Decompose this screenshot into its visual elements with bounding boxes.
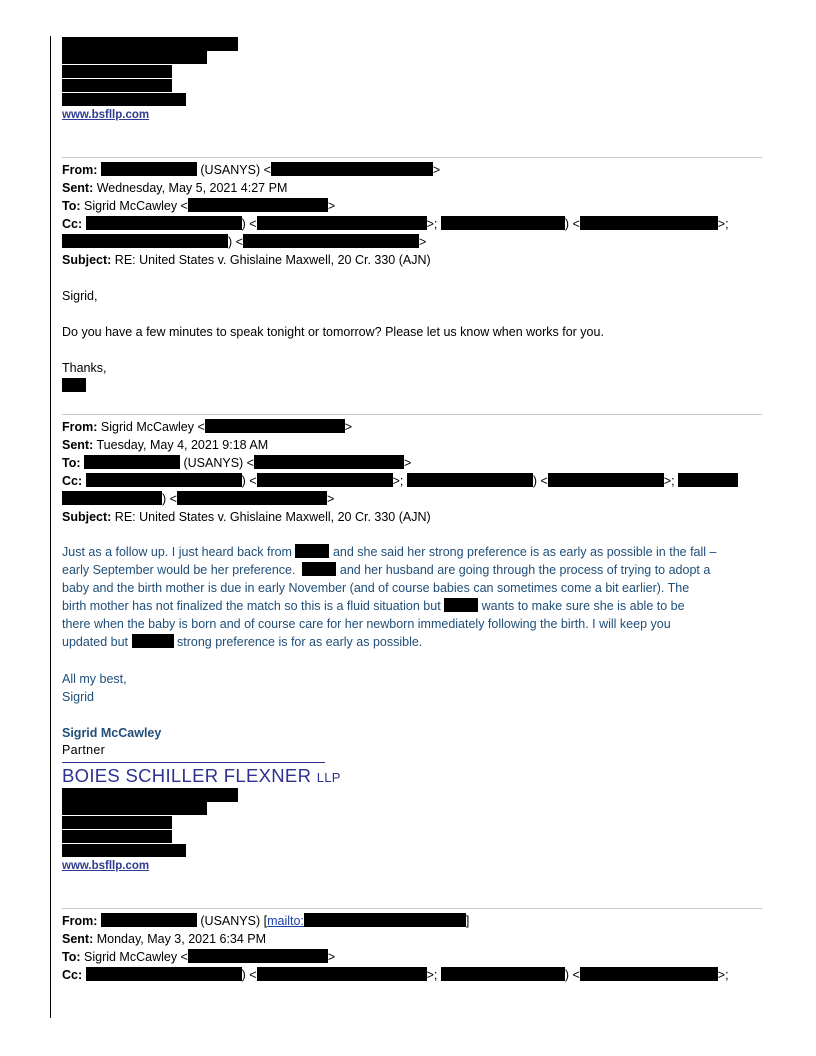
- sent-line: [62, 180, 287, 196]
- angle-close: >: [327, 199, 336, 213]
- redaction-bar: [580, 967, 718, 981]
- sent-label: Sent:: [62, 438, 94, 452]
- subject-value: RE: United States v. Ghislaine Maxwell, 20 Cr. 330 (AJN): [114, 510, 431, 524]
- firm-name: BOIES SCHILLER FLEXNER: [62, 765, 312, 786]
- redaction-bar: [62, 65, 172, 78]
- redaction-bar: [441, 967, 565, 981]
- signoff: Sigrid: [62, 690, 94, 704]
- cc-line-cont: [62, 234, 426, 250]
- redaction-bar: [86, 473, 242, 487]
- subject-label: Subject:: [62, 253, 112, 267]
- redaction-bar: [548, 473, 664, 487]
- redaction-bar: [188, 949, 328, 963]
- cc-label: Cc:: [62, 217, 83, 231]
- cc-separator: ) <: [532, 474, 548, 488]
- cc-label: Cc:: [62, 968, 83, 982]
- email-separator: [62, 414, 762, 415]
- body-text: early September would be her preference.: [62, 563, 296, 577]
- from-line: [62, 419, 352, 435]
- redaction-bar: [86, 967, 242, 981]
- redaction-bar: [257, 473, 393, 487]
- cc-separator: >;: [426, 968, 438, 982]
- body-line: [62, 543, 762, 561]
- cc-separator: >;: [717, 217, 729, 231]
- cc-separator: ) <: [241, 968, 257, 982]
- subject-label: Subject:: [62, 510, 112, 524]
- redaction-bar: [101, 162, 197, 176]
- angle-close: >: [432, 163, 441, 177]
- redaction-bar: [132, 634, 174, 648]
- redaction-bar: [254, 455, 404, 469]
- to-line: [62, 455, 411, 471]
- redaction-bar: [62, 816, 172, 829]
- firm-suffix: LLP: [316, 770, 341, 785]
- from-label: From:: [62, 163, 98, 177]
- cc-separator: ) <: [564, 968, 580, 982]
- angle-close: >: [418, 235, 427, 249]
- subject-value: RE: United States v. Ghislaine Maxwell, 20 Cr. 330 (AJN): [114, 253, 431, 267]
- redaction-bar: [205, 419, 345, 433]
- website-link[interactable]: www.bsfllp.com: [62, 860, 150, 872]
- from-org: (USANYS) [: [200, 914, 268, 928]
- sent-line: [62, 437, 268, 453]
- mailto-link[interactable]: [267, 914, 466, 928]
- cc-line: [62, 216, 729, 232]
- firm-logo: [62, 765, 341, 787]
- subject-line: [62, 252, 431, 268]
- body-text: and her husband are going through the process of trying to adopt a: [339, 563, 711, 577]
- cc-separator: ) <: [228, 235, 243, 249]
- body-text: and she said her strong preference is as early as possible in the fall –: [332, 545, 717, 559]
- cc-separator: >;: [392, 474, 404, 488]
- email-body: [62, 543, 762, 651]
- redaction-bar: [271, 162, 433, 176]
- body-text: strong preference is for as early as possible.: [177, 635, 423, 649]
- mailto-label: mailto:: [267, 914, 304, 928]
- redaction-bar: [62, 830, 172, 843]
- angle-close: >: [326, 492, 335, 506]
- sent-value: Tuesday, May 4, 2021 9:18 AM: [96, 438, 269, 452]
- redaction-bar: [304, 913, 466, 927]
- redaction-bar: [101, 913, 197, 927]
- redaction-bar: [62, 378, 86, 392]
- from-line: [62, 913, 469, 929]
- redaction-bar: [407, 473, 533, 487]
- cc-label: Cc:: [62, 474, 83, 488]
- angle-close: >: [327, 950, 336, 964]
- body-text: wants to make sure she is able to be: [481, 599, 685, 613]
- to-value: Sigrid McCawley <: [84, 199, 188, 213]
- from-line: [62, 162, 440, 178]
- body-line: [62, 561, 762, 579]
- body-line: baby and the birth mother is due in early November (and of course babies can sometimes come a bit earlier). The: [62, 581, 690, 595]
- greeting: Sigrid,: [62, 289, 98, 303]
- sent-line: [62, 931, 266, 947]
- body-line: [62, 633, 762, 651]
- sent-label: Sent:: [62, 932, 94, 946]
- redaction-bar: [62, 37, 238, 51]
- redaction-bar: [257, 967, 427, 981]
- to-line: [62, 949, 335, 965]
- redaction-bar: [86, 216, 242, 230]
- email-body: Do you have a few minutes to speak tonight or tomorrow? Please let us know when works for you.: [62, 325, 604, 339]
- to-label: To:: [62, 950, 81, 964]
- from-org: (USANYS) <: [200, 163, 271, 177]
- redaction-bar: [62, 788, 238, 802]
- redaction-bar: [62, 802, 207, 815]
- redaction-bar: [444, 598, 478, 612]
- cc-separator: ) <: [241, 217, 257, 231]
- redaction-bar: [84, 455, 180, 469]
- redaction-bar: [62, 491, 162, 505]
- to-org: (USANYS) <: [183, 456, 254, 470]
- to-value: Sigrid McCawley <: [84, 950, 188, 964]
- cc-separator: ) <: [162, 492, 177, 506]
- bracket-close: ]: [465, 914, 470, 928]
- redaction-bar: [62, 51, 207, 64]
- redaction-bar: [580, 216, 718, 230]
- body-line: there when the baby is born and of course care for her newborn immediately following the birth. I will keep you: [62, 617, 671, 631]
- redaction-bar: [678, 473, 738, 487]
- cc-line: [62, 967, 729, 983]
- cc-separator: ) <: [564, 217, 580, 231]
- logo-rule: [62, 762, 325, 763]
- closing: Thanks,: [62, 361, 107, 375]
- redaction-bar: [62, 234, 228, 248]
- website-link[interactable]: www.bsfllp.com: [62, 109, 150, 121]
- redaction-bar: [188, 198, 328, 212]
- to-line: [62, 198, 335, 214]
- left-margin-rule: [50, 36, 51, 1018]
- cc-line-cont: [62, 491, 334, 507]
- redaction-bar: [257, 216, 427, 230]
- angle-close: >: [404, 456, 412, 470]
- redaction-bar: [62, 844, 186, 857]
- angle-close: >: [344, 420, 353, 434]
- sent-label: Sent:: [62, 181, 94, 195]
- cc-separator: >;: [663, 474, 675, 488]
- body-text: birth mother has not finalized the match so this is a fluid situation but: [62, 599, 441, 613]
- body-line: [62, 597, 762, 615]
- closing: All my best,: [62, 672, 127, 686]
- from-label: From:: [62, 420, 98, 434]
- redaction-bar: [62, 93, 186, 106]
- cc-separator: >;: [426, 217, 438, 231]
- redaction-bar: [177, 491, 327, 505]
- redaction-bar: [441, 216, 565, 230]
- redaction-bar: [302, 562, 336, 576]
- email-separator: [62, 908, 762, 909]
- redaction-bar: [62, 79, 172, 92]
- redaction-bar: [243, 234, 419, 248]
- to-label: To:: [62, 199, 81, 213]
- body-text: Just as a follow up. I just heard back from: [62, 545, 292, 559]
- cc-separator: ) <: [241, 474, 257, 488]
- body-text: updated but: [62, 635, 129, 649]
- from-label: From:: [62, 914, 98, 928]
- email-separator: [62, 157, 762, 158]
- from-value: Sigrid McCawley <: [100, 420, 205, 434]
- cc-line: [62, 473, 738, 489]
- signature-title: Partner: [62, 743, 106, 757]
- redaction-bar: [295, 544, 329, 558]
- cc-separator: >;: [717, 968, 729, 982]
- to-label: To:: [62, 456, 81, 470]
- subject-line: [62, 509, 431, 525]
- signature-name: Sigrid McCawley: [62, 726, 162, 740]
- sent-value: Monday, May 3, 2021 6:34 PM: [96, 932, 267, 946]
- sent-value: Wednesday, May 5, 2021 4:27 PM: [96, 181, 288, 195]
